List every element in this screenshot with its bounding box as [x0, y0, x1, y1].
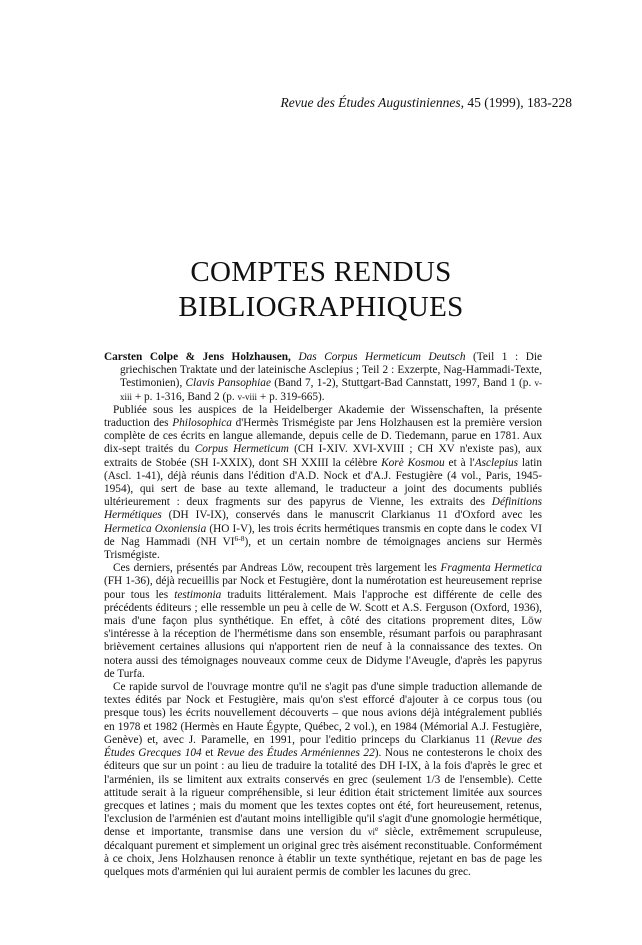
- biblio-details: (Band 7, 1-2), Stuttgart-Bad Cannstatt, 1997, Band 1 (p.: [274, 377, 535, 390]
- journal-citation: 45 (1999), 183-228: [467, 95, 572, 110]
- page-range: v-xiii: [120, 378, 542, 402]
- series-title: Clavis Pansophiae: [185, 377, 271, 390]
- review-body: [104, 351, 542, 879]
- section-title-line-1: COMPTES RENDUS: [190, 256, 452, 288]
- bibliographic-entry: [104, 351, 542, 404]
- book-title: Das Corpus Hermeticum Deutsch: [298, 351, 466, 363]
- biblio-details: + p. 1-316, Band 2 (p.: [132, 390, 238, 403]
- biblio-details: (Teil 1 : Die griechischen Traktate und der lateinische Asclepius ; Teil 2 : Exzerpte, Nag-Hammadi-Texte, Testimonien),: [120, 351, 543, 390]
- paragraph-1: Publiée sous les auspices de la Heidelberger Akademie der Wissenschaften, la présente traduction des Philosophica d'Hermès Trismégiste par Jens Holzhausen est la première version complète de ces écrits en langue allemande, depuis celle de D. Tiedemann, parue en 1781. Aux dix-sept traités du Corpus Hermeticum (CH I-XIV. XVI-XVIII ; CH XV n'existe pas), aux extraits de Stobée (SH I-XXIX), dont SH XXIII la célèbre Korè Kosmou et à l'Asclepius latin (Ascl. 1-41), déjà réunis dans l'édition d'A.D. Nock et d'A.J. Festugière (4 vol., Paris, 1945-1954), qui sert de base au texte allemand, le traducteur a joint des documents publiés ultérieurement : deux fragments sur des papyrus de Vienne, les extraits des Définitions Hermétiques (DH IV-IX), conservés dans le manuscrit Clarkianus 11 d'Oxford avec les Hermetica Oxoniensia (HO I-V), les trois écrits hermétiques transmis en copte dans le codex VI de Nag Hammadi (NH VI$^{6-8}$), et un certain nombre de témoignages anciens sur Hermès Trismégiste.: [104, 403, 543, 562]
- running-head: [60, 95, 572, 111]
- journal-title: Revue des Études Augustiniennes,: [280, 95, 464, 110]
- page-range: v-viii: [237, 391, 258, 402]
- section-title-line-2: BIBLIOGRAPHIQUES: [178, 291, 464, 323]
- biblio-details: + p. 319-665).: [257, 390, 325, 403]
- paragraph-3: Ce rapide survol de l'ouvrage montre qu'il ne s'agit pas d'une simple traduction allemande de textes édités par Nock et Festugière, mais qu'on s'est efforcé d'ajouter à ce corpus tous (ou presque tous) les écrits nouvellement découverts – que nous avions déjà intégralement publiés en 1978 et 1982 (Hermès en Haute Égypte, Québec, 2 vol.), en 1984 (Mémorial A.J. Festugière, Genève) et, avec J. Paramelle, en 1991, pour l'editio princeps du Clarkianus 11 (Revue des Études Grecques 104 et Revue des Études Arméniennes 22). Nous ne contesterons le choix des éditeurs que sur un point : au lieu de traduire la totalité des DH I-IX, à la fois d'après le grec et l'arménien, ils se limitent aux extraits conservés en grec (seulement 1/3 de l'ensemble). Cette attitude serait à la rigueur compréhensible, si leur édition était strictement limitée aux sources grecques et latines ; mais du moment que les textes coptes ont été, fort heureusement, retenus, l'exclusion de l'arménien est d'autant moins intelligible qu'il s'agit d'une gnomologie hermétique, dense et importante, transmise dans une version du $vi^e$ siècle, extrêmement scrupuleuse, décalquant purement et simplement un original grec très aisément reconstituable. Conformément à ce choix, Jens Holzhausen renonce à établir un texte synthétique, rejetant en bas de page les quelques mots d'arménien qui lui auraient permis de combler les lacunes du grec.: [104, 681, 543, 878]
- review-authors: Carsten Colpe & Jens Holzhausen,: [104, 351, 291, 363]
- section-title: [0, 255, 642, 325]
- paragraph-2: Ces derniers, présentés par Andreas Löw, recoupent très largement les Fragmenta Hermetica (FH 1-36), déjà recueillis par Nock et Festugière, dont la numérotation est heureusement reprise pour tous les testimonia traduits littéralement. Mais l'approche est différente de celle des précédents éditeurs ; elle ressemble un peu à celle de W. Scott et A.S. Ferguson (Oxford, 1936), mais d'une façon plus synthétique. En effet, à côté des citations proprement dites, Löw s'intéresse à la réception de l'hermétisme dans son ensemble, résumant parfois ou paraphrasant brièvement certaines allusions qui n'apportent rien de neuf à la connaissance des textes. On notera aussi des témoignages nouveaux comme ceux de Didyme l'Aveugle, d'après les papyrus de Turfa.: [104, 562, 542, 680]
